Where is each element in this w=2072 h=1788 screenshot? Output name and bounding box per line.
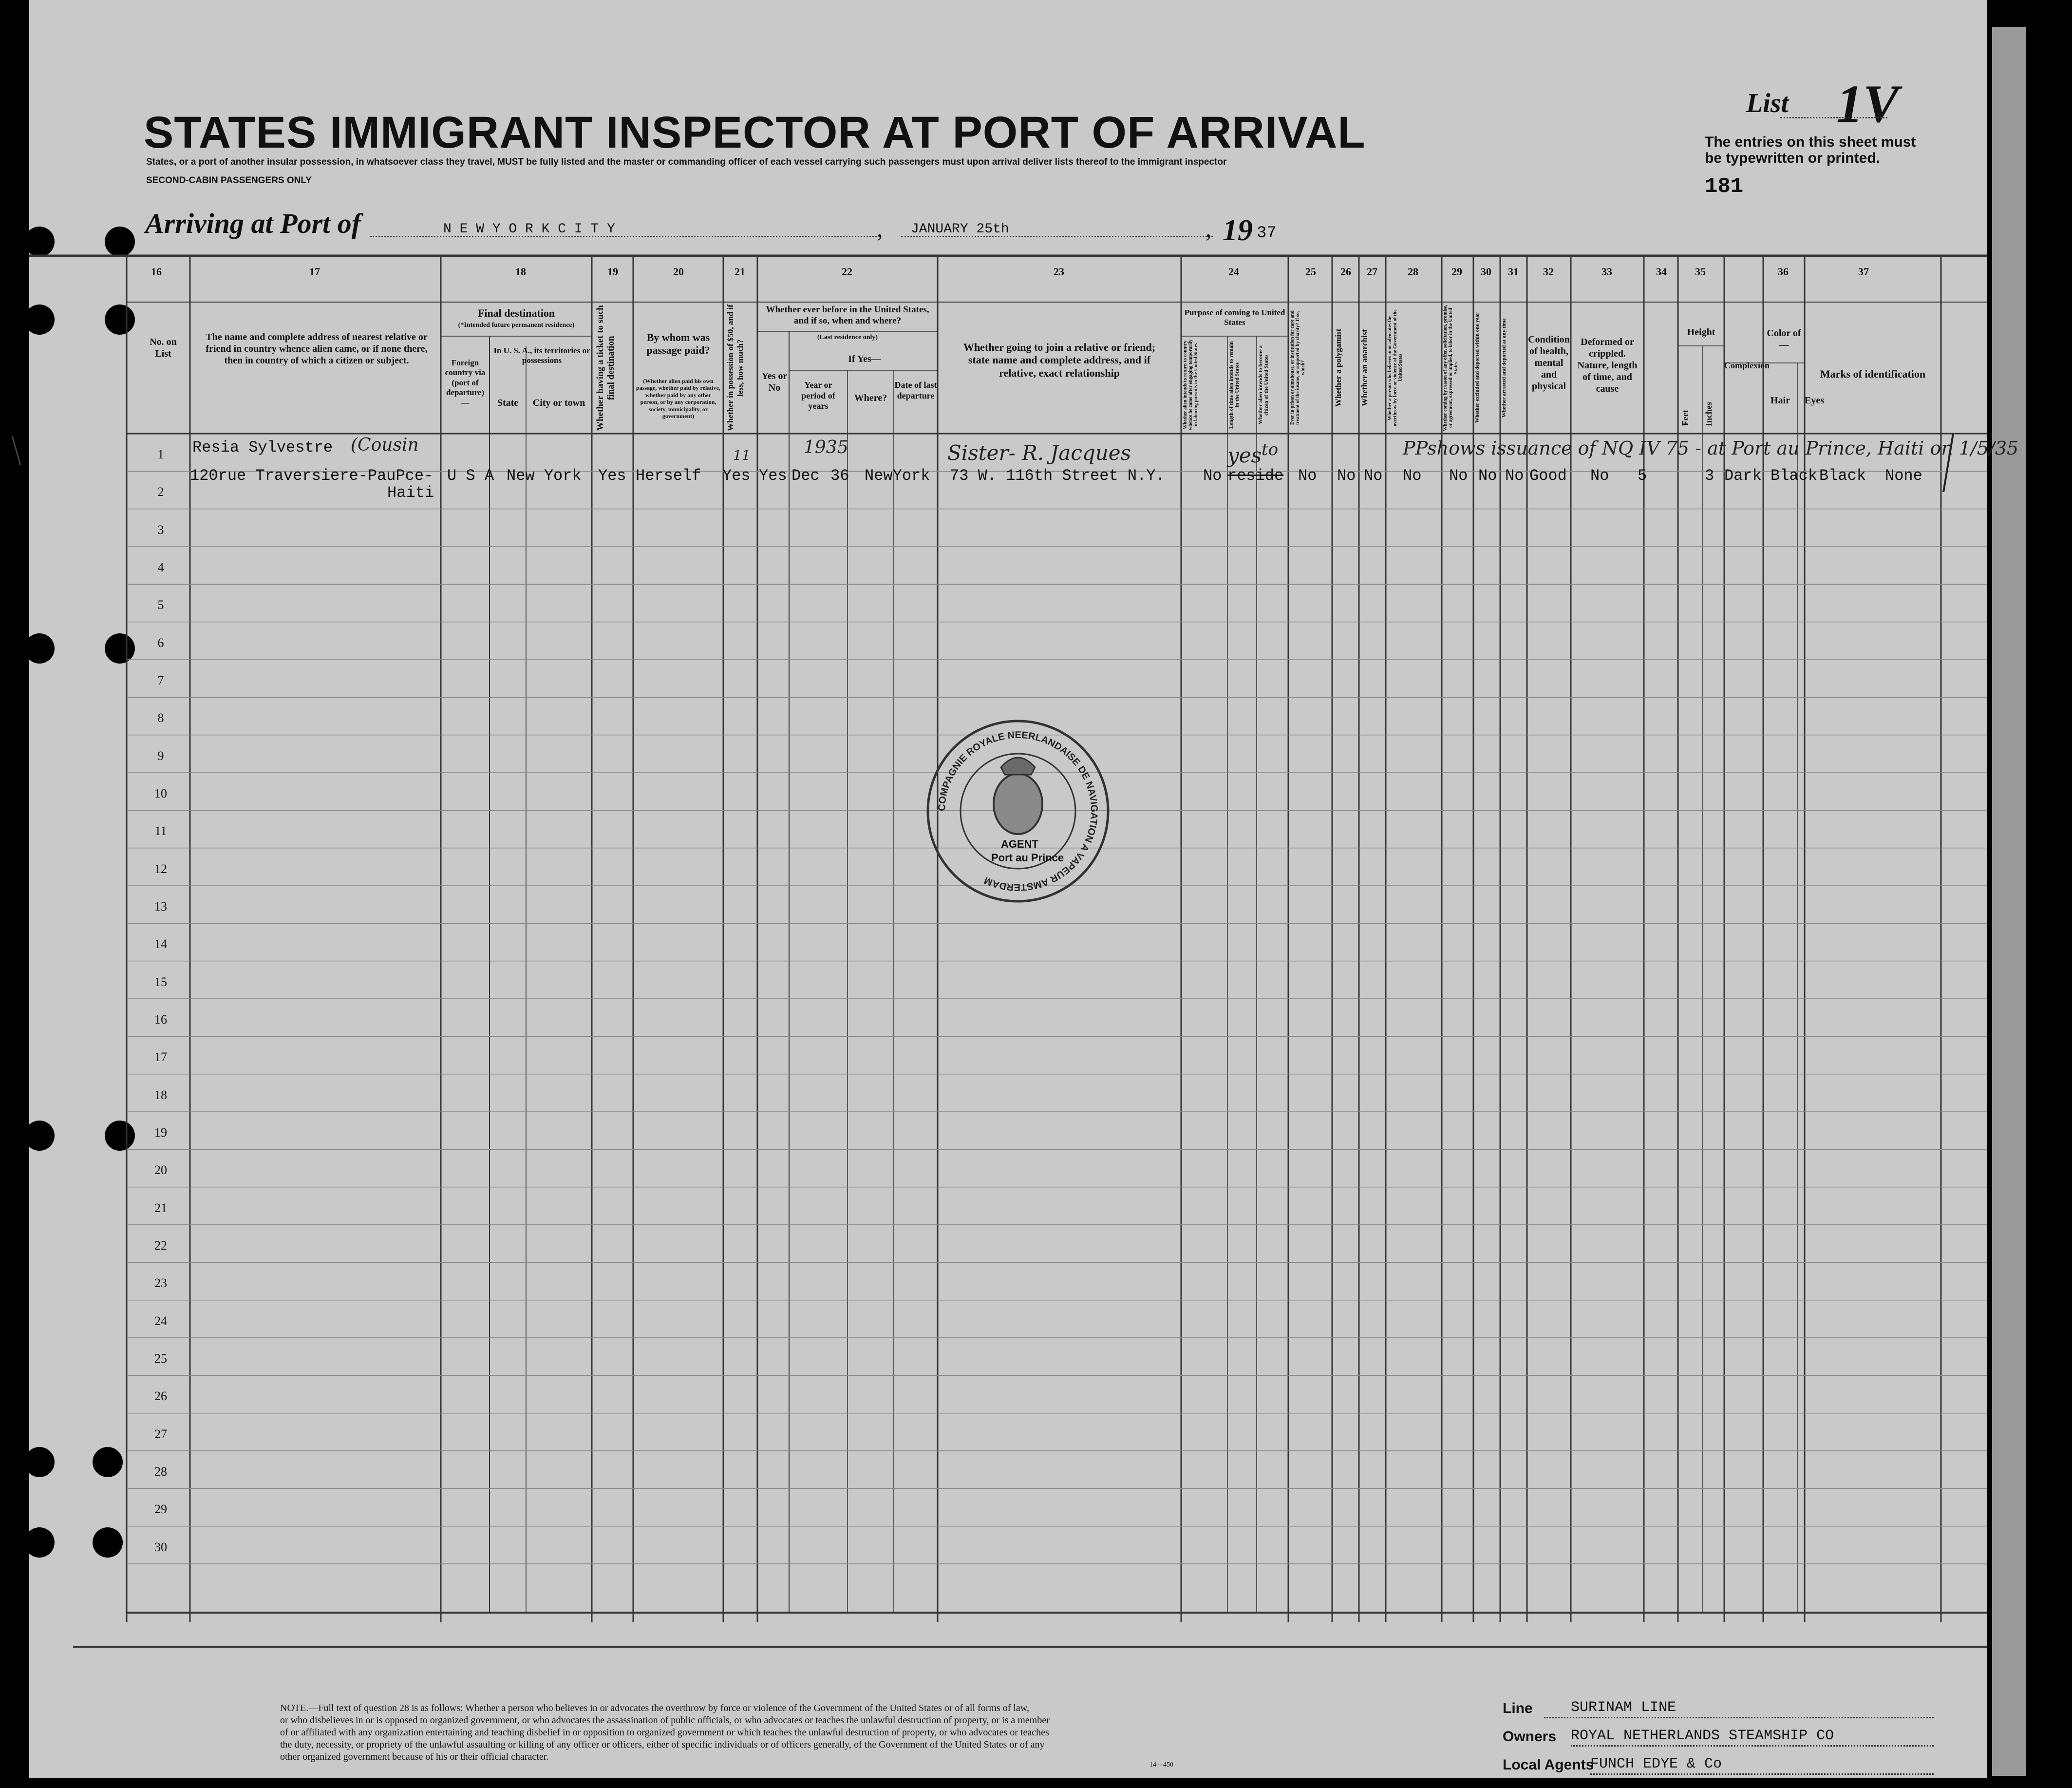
header-if-yes: If Yes— (848, 354, 881, 364)
header-complexion: Complexion (1724, 361, 1770, 370)
line-value: SURINAM LINE (1571, 1699, 1676, 1716)
form-code: 14—450 (1149, 1761, 1173, 1769)
column-number: 35 (1695, 266, 1706, 278)
header-purpose: Purpose of coming to United States (1184, 308, 1285, 327)
row-number: 8 (157, 711, 164, 725)
column-number: 27 (1367, 266, 1377, 278)
column-number: 24 (1228, 266, 1239, 278)
stamp-agent-label: AGENT (1001, 838, 1038, 850)
row-number: 30 (154, 1540, 167, 1554)
row-number: 9 (157, 748, 164, 763)
column-number: 20 (673, 266, 684, 278)
join-address: 73 W. 116th Street N.Y. (950, 467, 1165, 485)
period-month: Dec (791, 467, 820, 485)
row-number: 6 (157, 635, 164, 650)
paid-by-value: Herself (636, 467, 701, 485)
visa-annotation: PPshows issuance of NQ IV 75 - at Port au Prince, Haiti on 1/5/35 (1403, 437, 2019, 459)
header-last-residence: (Last residence only) (817, 334, 878, 341)
eyes-value: Black (1819, 467, 1866, 485)
header-deformed: Deformed or crippled. Nature, length of time, and cause (1577, 337, 1638, 394)
column-number: 16 (151, 266, 162, 278)
comma: , (877, 215, 883, 242)
footnote-line: NOTE.—Full text of question 28 is as follows: Whether a person who believes in or advocates the overthrow by force or violence of the Government of the United States or of all forms of law, (280, 1703, 1029, 1713)
deformed-value: No (1590, 467, 1609, 485)
header-passage-paid: By whom was passage paid? (646, 331, 710, 357)
row-number: 2 (157, 485, 164, 499)
column-number: 37 (1858, 266, 1869, 278)
column-number: 30 (1481, 266, 1491, 278)
header-prison-almshouse: Ever in prison or almshouse, or institution for care and treatment of the insane, or supported by charity? If so, which? (1290, 310, 1306, 425)
page-title: STATES IMMIGRANT INSPECTOR AT PORT OF ARRIVAL (144, 108, 1366, 157)
row-number: 26 (154, 1389, 167, 1404)
inches-value: 3 (1705, 467, 1714, 485)
column-number: 18 (515, 266, 526, 278)
column-number: 17 (309, 266, 320, 278)
header-intends-citizen: Whether alien intends to become a citizen of the United States (1258, 345, 1269, 425)
agents-value: FUNCH EDYE & Co (1590, 1756, 1722, 1772)
owners-label: Owners (1503, 1729, 1557, 1745)
line-underline (1544, 1717, 1934, 1718)
page-number: 181 (1705, 174, 1744, 199)
relative-country: Haiti (387, 484, 434, 502)
footnote-line: other organized government because of his or their official character. (280, 1751, 549, 1762)
arrival-date: JANUARY 25th (911, 222, 1009, 237)
return-value: No (1203, 467, 1222, 485)
header-in-usa: In U. S. A., its territories or possessions (493, 346, 590, 365)
line-label: Line (1503, 1700, 1533, 1716)
row-number: 24 (154, 1313, 167, 1328)
col30-value: No (1478, 467, 1497, 485)
row-number: 11 (154, 824, 167, 838)
header-inches: Inches (1704, 402, 1714, 427)
column-number: 25 (1305, 266, 1316, 278)
complexion-value: Dark (1724, 467, 1762, 485)
header-eyes: Eyes (1805, 395, 1824, 406)
state-value: New York (507, 467, 582, 485)
header-ever-before-in-us: Whether ever before in the United States, and if so, when and where? (766, 304, 929, 326)
row-number: 19 (154, 1125, 167, 1140)
header-hair: Hair (1771, 395, 1790, 406)
header-health: Condition of health, mental and physical (1528, 334, 1570, 392)
row-number: 15 (154, 974, 167, 989)
header-polygamist: Whether a polygamist (1334, 328, 1343, 407)
header-nearest-relative: The name and complete address of nearest relative or friend in country whence alien came, or if none there, then in country of which a citizen or subject. (206, 332, 428, 366)
header-last-departure: Date of last departure (894, 380, 937, 400)
foreign-country-value: U S A (447, 467, 494, 485)
entries-note: be typewritten or printed. (1705, 150, 1881, 166)
header-join-relative: Whether going to join a relative or friend; state name and complete address, and if relative, exact relationship (963, 341, 1156, 379)
header-excluded-deported: Whether excluded and deported within one year (1474, 312, 1480, 423)
header-final-destination: Final destination (477, 307, 555, 319)
row-number: 5 (157, 598, 164, 612)
header-fifty-dollars: Whether in possession of $50, and if less, how much? (726, 304, 745, 431)
row-number: 20 (154, 1163, 167, 1178)
header-overthrow-question: Whether a person who believes in or advocates the overthrow by force or violence of the Government of the United States (1387, 309, 1403, 426)
instructions-text: States, or a port of another insular possession, in whatsoever class they travel, MUST be fully listed and the master or commanding officer of each vessel carrying such passengers must upon arrival deliver lists thereof to the immigrant inspector (146, 157, 1227, 167)
period-year: 36 (830, 467, 849, 485)
row-number: 3 (157, 522, 164, 537)
header-anarchist: Whether an anarchist (1360, 329, 1369, 407)
row-number: 4 (157, 560, 164, 574)
footnote-line: of or affiliated with any organization entertaining and teaching disbelief in or opposition to organized government or which teaches the unlawful destruction of property, or who advocates or teaches (280, 1727, 1049, 1738)
header-year-period: Year or period of years (801, 380, 835, 411)
stamp-ring-text: COMPAGNIE ROYALE NEERLANDAISE DE NAVIGATION A VAPEUR AMSTERDAM (936, 729, 1100, 893)
marks-value: None (1885, 467, 1922, 485)
column-number: 28 (1408, 266, 1418, 278)
column-number: 29 (1451, 266, 1462, 278)
row-number: 29 (154, 1502, 167, 1517)
column-number: 26 (1340, 266, 1351, 278)
length-handwritten: yes (1227, 443, 1262, 467)
column-number: 32 (1543, 266, 1554, 278)
feet-value: 5 (1638, 467, 1647, 485)
col25-value: No (1298, 467, 1317, 485)
row-number: 7 (157, 673, 164, 687)
col26-value: No (1337, 467, 1356, 485)
row-number: 16 (154, 1012, 167, 1027)
before-in-us-value: Yes (759, 467, 787, 485)
year-prefix: 19 (1223, 214, 1253, 247)
fifty-dollars-mark: 11 (733, 447, 751, 463)
column-number: 23 (1054, 266, 1064, 278)
health-value: Good (1529, 467, 1567, 485)
header-no-on-list: No. on List (150, 337, 177, 359)
agents-label: Local Agents (1503, 1757, 1594, 1773)
column-number: 19 (607, 266, 618, 278)
join-relative-handwritten: Sister- R. Jacques (947, 441, 1131, 465)
row-number: 1 (157, 447, 164, 461)
row-number: 23 (154, 1276, 167, 1291)
header-arrested-deported: Whether arrested and deported at any time (1501, 318, 1507, 418)
stamp-seal (923, 716, 1113, 906)
col29-value: No (1449, 467, 1468, 485)
col28-value: No (1403, 467, 1422, 485)
header-state: State (497, 398, 519, 408)
column-number: 21 (735, 266, 745, 278)
agents-underline (1590, 1773, 1934, 1775)
header-final-destination-note: (*Intended future permanent residence) (458, 322, 575, 329)
column-number: 31 (1508, 266, 1519, 278)
header-city: City or town (532, 398, 585, 408)
hair-value: Black (1771, 467, 1818, 485)
header-color-of: Color of— (1767, 328, 1801, 350)
stamp-port-label: Port au Prince (991, 852, 1064, 864)
header-feet: Feet (1680, 410, 1690, 426)
relative-address: 120rue Traversiere-PauPce- (190, 467, 433, 485)
header-labor-offer: Whether coming by reason of any offer, solicitation, promise, or agreement, expressed or implied, to labor in the United States (1443, 304, 1459, 431)
row-number: 28 (154, 1464, 167, 1479)
owners-value: ROYAL NETHERLANDS STEAMSHIP CO (1571, 1728, 1834, 1744)
ticket-value: Yes (598, 467, 626, 485)
where-value: NewYork (865, 467, 930, 485)
relative-relationship: (Cousin (351, 435, 419, 455)
length-typed: reside (1227, 467, 1284, 485)
row-number: 10 (154, 786, 167, 800)
header-passage-paid-note: (Whether alien paid his own passage, whether paid by relative, whether paid by any other person, or by any corporation, society, municipality, or government) (636, 378, 720, 419)
length-handwritten-2: to (1262, 440, 1279, 459)
col31-value: No (1505, 467, 1524, 485)
header-length-of-stay: Length of time alien intends to remain in the United States (1228, 341, 1240, 429)
list-label: List (1746, 88, 1789, 118)
arriving-label: Arriving at Port of (145, 208, 361, 239)
row-number: 18 (154, 1087, 167, 1102)
year-suffix: 37 (1257, 224, 1277, 243)
column-number: 33 (1601, 266, 1612, 278)
margin-tick (10, 434, 24, 468)
cabin-class-label: SECOND-CABIN PASSENGERS ONLY (146, 175, 312, 186)
row-number: 13 (154, 899, 167, 913)
footnote-line: or who disbelieves in or is opposed to organized government, or who advocates the assassination of public officials, or who advocates or teaches the unlawful destruction of property, or is a member (280, 1715, 1050, 1726)
header-marks-identification: Marks of identification (1820, 368, 1926, 380)
row-number: 27 (154, 1427, 167, 1441)
column-number: 22 (842, 266, 852, 278)
list-number: 1V (1836, 74, 1899, 133)
row-number: 12 (154, 861, 167, 876)
col27-value: No (1364, 467, 1383, 485)
row-number: 22 (154, 1238, 167, 1253)
footnote-line: the duty, necessity, or propriety of the unlawful assaulting or killing of any officer or officers, either of specific individuals or of officers generally, of the Government of the United States or of any (280, 1739, 1045, 1750)
relative-name: Resia Sylvestre (192, 438, 333, 457)
row-number: 17 (154, 1050, 167, 1065)
header-ticket: Whether having a ticket to such final destination (595, 305, 616, 431)
header-intends-return: Whether alien intends to return to country whence he came after engaging temporarily in laboring pursuits in the United States (1183, 339, 1199, 431)
row-number: 25 (154, 1351, 167, 1366)
header-yes-or-no: Yes or No (761, 371, 788, 393)
column-number: 36 (1778, 266, 1789, 278)
row-number: 21 (154, 1200, 167, 1215)
comma: , (1206, 215, 1212, 242)
year-handwritten: 1935 (804, 437, 848, 457)
column-number: 34 (1656, 266, 1667, 278)
header-height: Height (1687, 327, 1715, 338)
header-foreign-country: Foreign country via (port of departure)— (445, 358, 486, 407)
agent-stamp (923, 716, 1113, 906)
owners-underline (1571, 1745, 1934, 1747)
fifty-dollars-value: Yes (722, 467, 751, 485)
entries-note: The entries on this sheet must (1705, 134, 1916, 150)
port-name: N E W Y O R K C I T Y (443, 222, 615, 237)
row-number: 14 (154, 937, 167, 951)
header-where: Where? (854, 393, 887, 403)
bracket-mark (1939, 431, 1958, 495)
